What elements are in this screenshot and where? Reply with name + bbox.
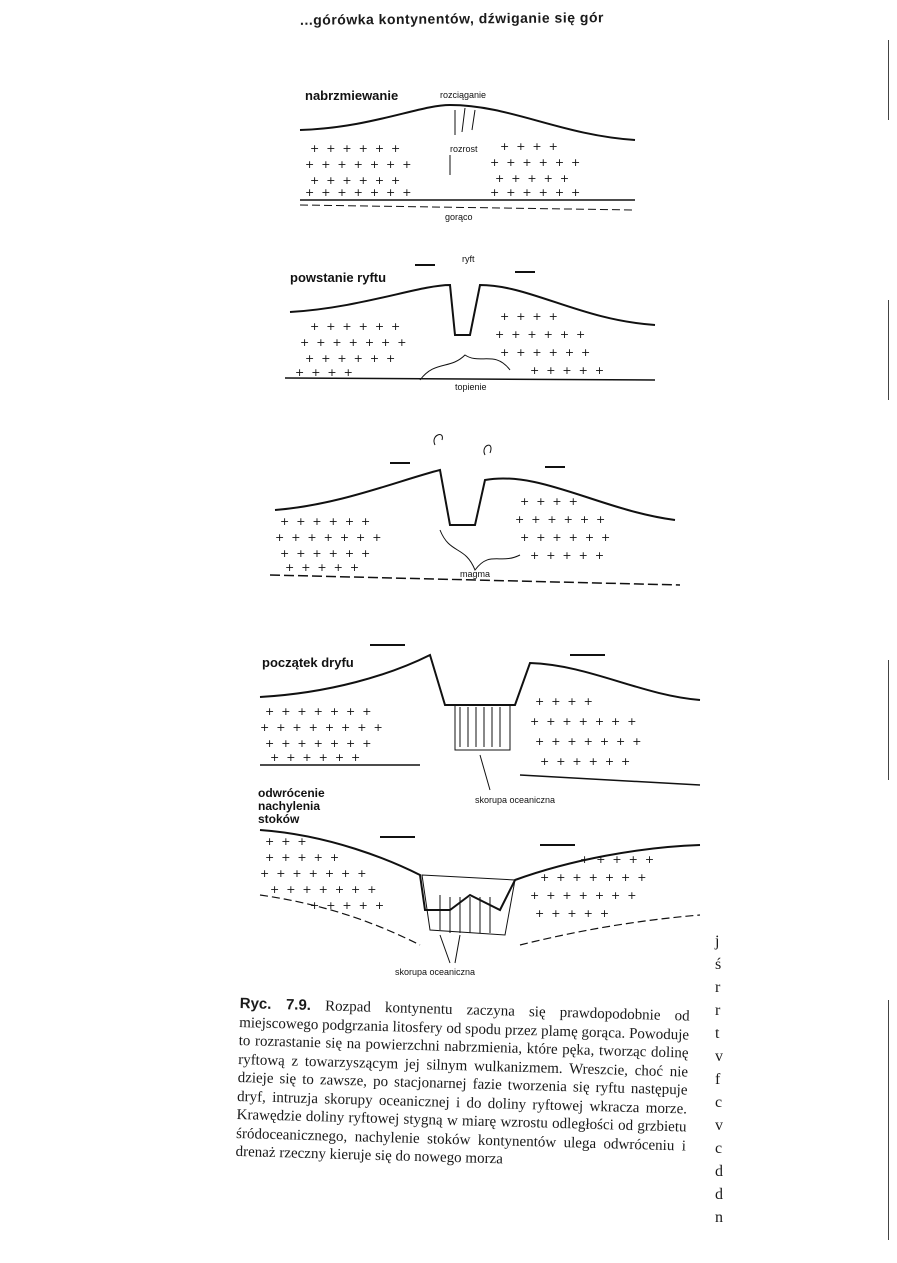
- drift-arrows: [370, 645, 605, 655]
- svg-text:+ + + + +: + + + + +: [535, 907, 610, 920]
- volcanism-arrows: [390, 463, 565, 467]
- svg-text:+ + + + + +: + + + + + +: [310, 174, 401, 187]
- page-edge-line: [888, 660, 889, 780]
- svg-text:+ + + +: + + + +: [500, 310, 558, 323]
- svg-text:+ + + +: + + + +: [535, 695, 593, 708]
- svg-text:+ + + + +: + + + + +: [310, 899, 385, 912]
- svg-text:+ + + + + + +: + + + + + + +: [275, 531, 382, 544]
- svg-text:+ + + + + + +: + + + + + + +: [530, 889, 637, 902]
- svg-text:+ + + + +: + + + + +: [495, 172, 570, 185]
- figure-stage-drift: [250, 635, 710, 810]
- margin-char: ś: [715, 956, 722, 973]
- figure-stage-swelling: [250, 80, 650, 230]
- margin-char: v: [715, 1048, 723, 1065]
- svg-text:+ + + + + + + +: + + + + + + + +: [260, 721, 383, 734]
- page-edge-line: [888, 40, 889, 120]
- svg-text:+ + + + +: + + + + +: [580, 853, 655, 866]
- reversal-crosses: [260, 835, 654, 920]
- drift-base: [260, 765, 700, 785]
- oceanic-crust-hatch: [460, 707, 500, 747]
- margin-char: c: [715, 1094, 723, 1111]
- margin-char: n: [715, 1209, 723, 1226]
- margin-char: v: [715, 1117, 723, 1134]
- svg-text:+ + + + + +: + + + + + +: [500, 346, 591, 359]
- svg-text:+ + + + + +: + + + + + +: [515, 513, 606, 526]
- margin-char: t: [715, 1025, 720, 1042]
- caption-number: Ryc. 7.9.: [239, 995, 312, 1014]
- svg-text:+ + + + +: + + + + +: [265, 851, 340, 864]
- oceanic-crust-block: [455, 705, 510, 750]
- figure-stage-slope-reversal: [250, 785, 710, 985]
- figure-stage-volcanism: [250, 425, 680, 595]
- margin-char: d: [715, 1186, 723, 1203]
- caption-text: Rozpad kontynentu zaczyna się prawdopodobnie od miejscowego podgrzania litosfery od spodu przez plamę gorąca. Powoduje to rozrastanie się na powierzchni nabrzmienia, które pęka, tworząc dolinę ryftową z towarzyszącym jej silnym wulkanizmem. Wreszcie, choć nie dzieje się to zawsze, po stacjonarnej fazie tworzenia się ryftu następuje dryf, intruzja skorupy oceanicznej i do doliny ryftowej wkracza morze. Krawędzie doliny ryftowej stygną w miarę wzrostu odległości od grzbietu śródoceanicznego, nachylenie stoków kontynentów ulega odwróceniu i drenaż rzeczny kieruje się do nowego morza: [235, 998, 690, 1168]
- swell-surface: [300, 105, 635, 140]
- svg-text:+ + + + + +: + + + + + +: [540, 755, 631, 768]
- svg-text:+ + + + + + +: + + + + + + +: [265, 705, 372, 718]
- label-topienie: topienie: [455, 382, 487, 392]
- svg-text:+ + + + + +: + + + + + +: [490, 186, 581, 199]
- svg-text:+ + + + + +: + + + + + +: [270, 751, 361, 764]
- svg-text:+ + + + + + +: + + + + + + +: [305, 186, 412, 199]
- figure-caption: [235, 995, 689, 1174]
- right-margin-fragments: [715, 930, 735, 1229]
- rift-melt-line: [420, 355, 510, 380]
- svg-text:+ + + + + + +: + + + + + + +: [535, 735, 642, 748]
- svg-text:+ + + + + +: + + + + + +: [310, 142, 401, 155]
- svg-text:+ + + + + +: + + + + + +: [310, 320, 401, 333]
- drift-diagram: [250, 635, 710, 810]
- svg-text:+ + + + +: + + + + +: [530, 549, 605, 562]
- label-poczatek-dryfu: początek dryfu: [262, 655, 354, 670]
- svg-text:+ + + +: + + + +: [295, 366, 353, 379]
- svg-text:+ + + + + +: + + + + + +: [280, 547, 371, 560]
- page-header: ...górówka kontynentów, dźwiganie się gór: [299, 9, 604, 28]
- margin-char: f: [715, 1071, 721, 1088]
- svg-text:+ + + + + +: + + + + + +: [490, 156, 581, 169]
- margin-char: j: [715, 933, 720, 950]
- label-ryft: ryft: [462, 254, 475, 264]
- label-magma: magma: [460, 569, 491, 579]
- label-rozrost: rozrost: [450, 144, 478, 154]
- reversal-arrows: [380, 837, 575, 845]
- margin-char: c: [715, 1140, 723, 1157]
- svg-text:+ + + + + + +: + + + + + + +: [265, 737, 372, 750]
- label-powstanie-ryftu: powstanie ryftu: [290, 270, 387, 285]
- volcanic-plumes: [434, 435, 491, 455]
- svg-text:+ + + + +: + + + + +: [530, 364, 605, 377]
- svg-text:+ + +: + + +: [265, 835, 307, 848]
- svg-text:+ + + +: + + + +: [500, 140, 558, 153]
- rift-arrows: [415, 265, 535, 272]
- svg-text:+ + + + + + +: + + + + + + +: [305, 158, 412, 171]
- label-skorupa-oceaniczna-1: skorupa oceaniczna: [475, 795, 556, 805]
- label-goraco: gorąco: [445, 212, 473, 222]
- svg-text:+ + + + + +: + + + + + +: [520, 531, 611, 544]
- reversal-pointer: [440, 935, 460, 963]
- slope-reversal-diagram: [250, 785, 710, 985]
- label-odwrocenie: odwrócenie: [258, 786, 325, 800]
- label-nabrzmiewanie: nabrzmiewanie: [305, 88, 399, 103]
- volcanism-diagram: [250, 425, 680, 595]
- svg-text:+ + + + + + +: + + + + + + +: [270, 883, 377, 896]
- svg-text:+ + + + + + +: + + + + + + +: [260, 867, 367, 880]
- svg-text:+ + + +: + + + +: [520, 495, 578, 508]
- rift-crosses: [295, 310, 604, 379]
- magma-line: [440, 530, 520, 570]
- page-edge-line: [888, 300, 889, 400]
- volcanism-crosses: [275, 495, 610, 574]
- margin-char: r: [715, 1002, 721, 1019]
- svg-text:+ + + + + + +: + + + + + + +: [540, 871, 647, 884]
- swell-crosses: [305, 140, 580, 199]
- figure-stage-rift: [250, 250, 670, 400]
- swell-hot-line: [300, 205, 635, 210]
- label-nachylenia: nachylenia: [258, 799, 321, 813]
- svg-text:+ + + + + + +: + + + + + + +: [300, 336, 407, 349]
- svg-text:+ + + + + +: + + + + + +: [305, 352, 396, 365]
- svg-text:+ + + + + + +: + + + + + + +: [530, 715, 637, 728]
- swell-arrows: [450, 108, 475, 175]
- sea-basin: [422, 875, 515, 935]
- margin-char: r: [715, 979, 721, 996]
- rift-diagram: [250, 250, 670, 400]
- swelling-diagram: [250, 80, 650, 230]
- svg-text:+ + + + + +: + + + + + +: [280, 515, 371, 528]
- label-rozciaganie: rozciąganie: [440, 90, 487, 100]
- page-edge-line: [888, 1000, 889, 1240]
- svg-text:+ + + + +: + + + + +: [285, 561, 360, 574]
- margin-char: d: [715, 1163, 723, 1180]
- label-stokow: stoków: [258, 812, 300, 826]
- label-skorupa-oceaniczna-2: skorupa oceaniczna: [395, 967, 476, 977]
- svg-text:+ + + + + +: + + + + + +: [495, 328, 586, 341]
